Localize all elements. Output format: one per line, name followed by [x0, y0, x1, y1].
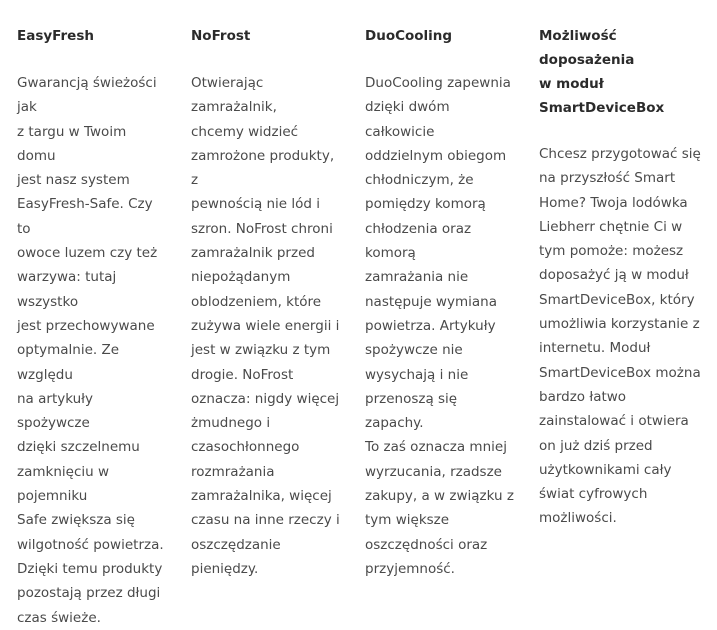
feature-title-duocooling: DuoCooling [365, 28, 453, 44]
feature-column-easyfresh [0, 0, 174, 626]
feature-column-duocooling [348, 0, 522, 577]
feature-text-nofrost: Otwierając zamrażalnik, chcemy widzieć zamrożone produkty, z pewnością nie lód i szron. NoFrost chroni zamrażalnik przed niepożądanym oblodzeniem, które zużywa wiele energii i jest w związku z tym drogie. NoFrost oznacza: nigdy więcej żmudnego i czasochłonnego rozmrażania zamrażalnika, więcej czasu na inne rzeczy i oszczędzanie pieniędzy. [191, 75, 340, 577]
feature-title-smartdevicebox: Możliwość doposażenia w moduł SmartDeviceBox [539, 28, 665, 116]
feature-text-duocooling: DuoCooling zapewnia dzięki dwóm całkowicie oddzielnym obiegom chłodniczym, że pomiędzy komorą chłodzenia oraz komorą zamrażania nie następuje wymiana powietrza. Artykuły spożywcze nie wysychają i nie przenoszą się zapachy. To zaś oznacza mniej wyrzucania, rzadsze zakupy, a w związku z tym większe oszczędności oraz przyjemność. [365, 75, 514, 577]
feature-title-easyfresh: EasyFresh [17, 28, 94, 44]
feature-text-easyfresh: Gwarancją świeżości jak z targu w Twoim domu jest nasz system EasyFresh-Safe. Czy to owoce luzem czy też warzywa: tutaj wszystko jest przechowywane optymalnie. Ze względu na artykuły spożywcze dzięki szczelnemu zamknięciu w pojemniku Safe zwiększa się wilgotność powietrza. Dzięki temu produkty pozostają przez długi czas świeże. [17, 75, 164, 626]
feature-column-nofrost [174, 0, 348, 577]
feature-title-nofrost: NoFrost [191, 28, 251, 44]
feature-column-smartdevicebox [522, 0, 717, 527]
feature-text-smartdevicebox: Chcesz przygotować się na przyszłość Smart Home? Twoja lodówka Liebherr chętnie Ci w tym pomoże: możesz doposażyć ją w moduł SmartDeviceBox, który umożliwia korzystanie z internetu. Moduł SmartDeviceBox można bardzo łatwo zainstalować i otwiera on już dziś przed użytkownikami cały świat cyfrowych możliwości. [539, 146, 701, 527]
